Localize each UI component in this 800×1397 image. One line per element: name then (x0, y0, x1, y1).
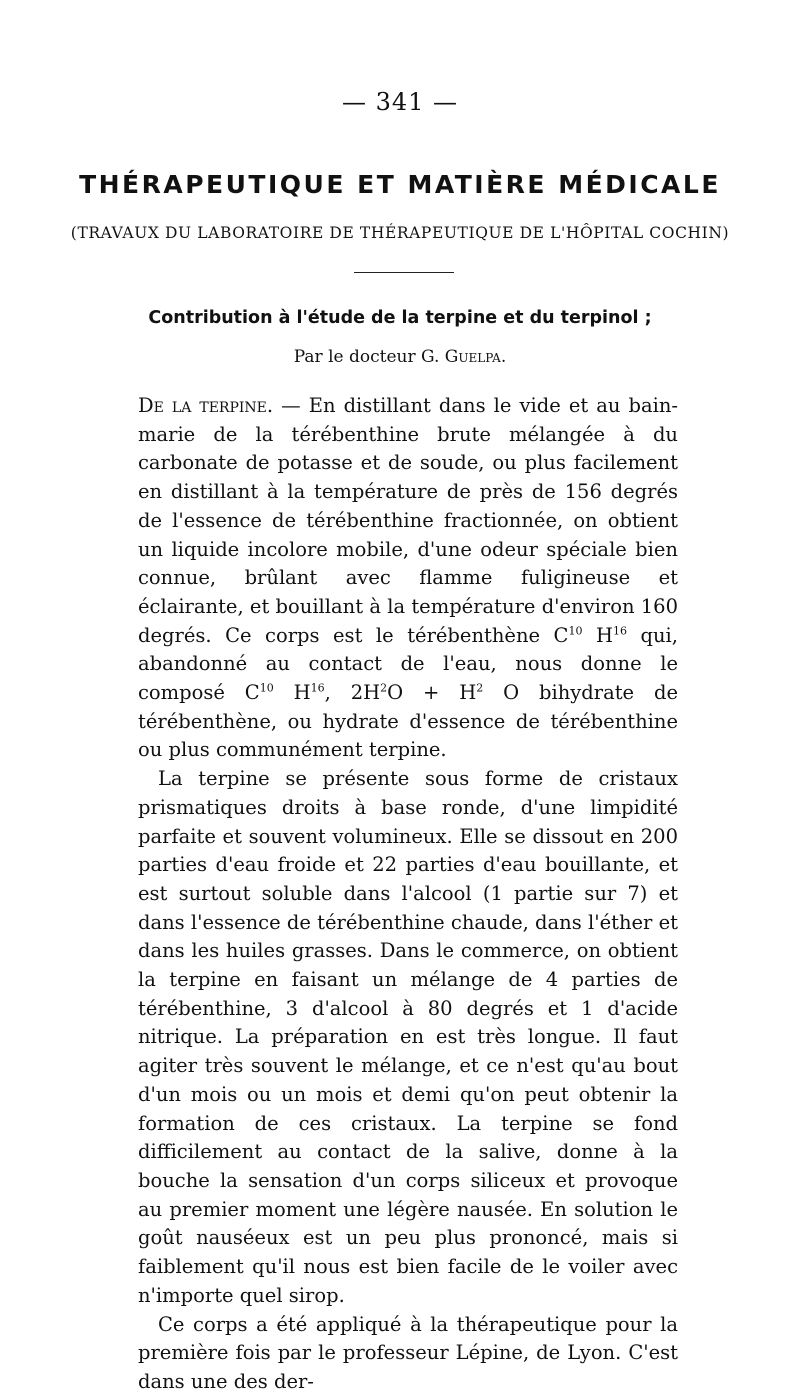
paragraph-1-text-a: — En distillant dans le vide et au bain-marie de la térébenthine brute mélangée à du carbonate de potasse et de soude, ou plus facilement en distillant à la température de près de 156 degrés de l'essence de térébenthine fractionnée, on obtient un liquide incolore mobile, d'une odeur spéciale bien connue, brûlant avec flamme fuligineuse et éclairante, et bouillant à la température d'environ 160 degrés. Ce corps est le térébenthène C (138, 394, 678, 647)
section-title: THÉRAPEUTIQUE ET MATIÈRE MÉDICALE (79, 170, 721, 199)
paragraph-1-text-b: H (582, 623, 613, 647)
byline (0, 347, 800, 367)
formula-sup: 2 (476, 681, 484, 695)
paragraph-1 (138, 392, 678, 765)
formula-sup: 10 (259, 681, 274, 695)
paragraph-1-text-e: , 2H (324, 681, 381, 705)
byline-prefix: Par le docteur G. (293, 347, 440, 367)
formula-sup: 2 (380, 681, 388, 695)
article-title: Contribution à l'étude de la terpine et du terpinol ; (148, 308, 652, 328)
paragraph-2: La terpine se présente sous forme de cristaux prismatiques droits à base ronde, d'une limpidité parfaite et souvent volumineux. Elle se dissout en 200 parties d'eau froide et 22 parties d'eau bouillante, et est surtout soluble dans l'alcool (1 partie sur 7) et dans l'essence de térébenthine chaude, dans l'éther et dans les huiles grasses. Dans le commerce, on obtient la terpine en faisant un mélange de 4 parties de térébenthine, 3 d'alcool à 80 degrés et 1 d'acide nitrique. La préparation en est très longue. Il faut agiter très souvent le mélange, et ce n'est qu'au bout d'un mois ou un mois et demi qu'on peut obtenir la formation de ces cristaux. La terpine se fond difficilement au contact de la salive, donne à la bouche la sensation d'un corps siliceux et provoque au premier moment une légère nausée. En solution le goût nauséeux est un peu plus prononcé, mais si faiblement qu'il nous est bien facile de le voiler avec n'importe quel sirop. (138, 767, 678, 1307)
paragraph-1-text-f: O + H (387, 681, 477, 705)
paragraph-1-text-g: O bihydrate de térébenthène, ou hydrate d'essence de térébenthine ou plus communément terpine. (138, 681, 678, 762)
formula-sup: 10 (568, 624, 583, 638)
paragraph-1-text-d: H (273, 681, 311, 705)
byline-author: Guelpa. (444, 347, 507, 367)
article-body (138, 392, 678, 1397)
paragraph-1-text-c: qui, abandonné au contact de l'eau, nous donne le composé C (138, 623, 678, 705)
separator-rule (354, 272, 454, 273)
formula-sup: 16 (310, 681, 325, 695)
paragraph-lead: De la terpine. (138, 394, 274, 417)
section-subtitle: (TRAVAUX DU LABORATOIRE DE THÉRAPEUTIQUE DE L'HÔPITAL COCHIN) (70, 224, 730, 242)
paragraph-3: Ce corps a été appliqué à la thérapeutique pour la première fois par le professeur Lépine, de Lyon. C'est dans une des der- (138, 1312, 678, 1393)
formula-sup: 16 (613, 624, 627, 638)
page-number: — 341 — (341, 88, 459, 116)
